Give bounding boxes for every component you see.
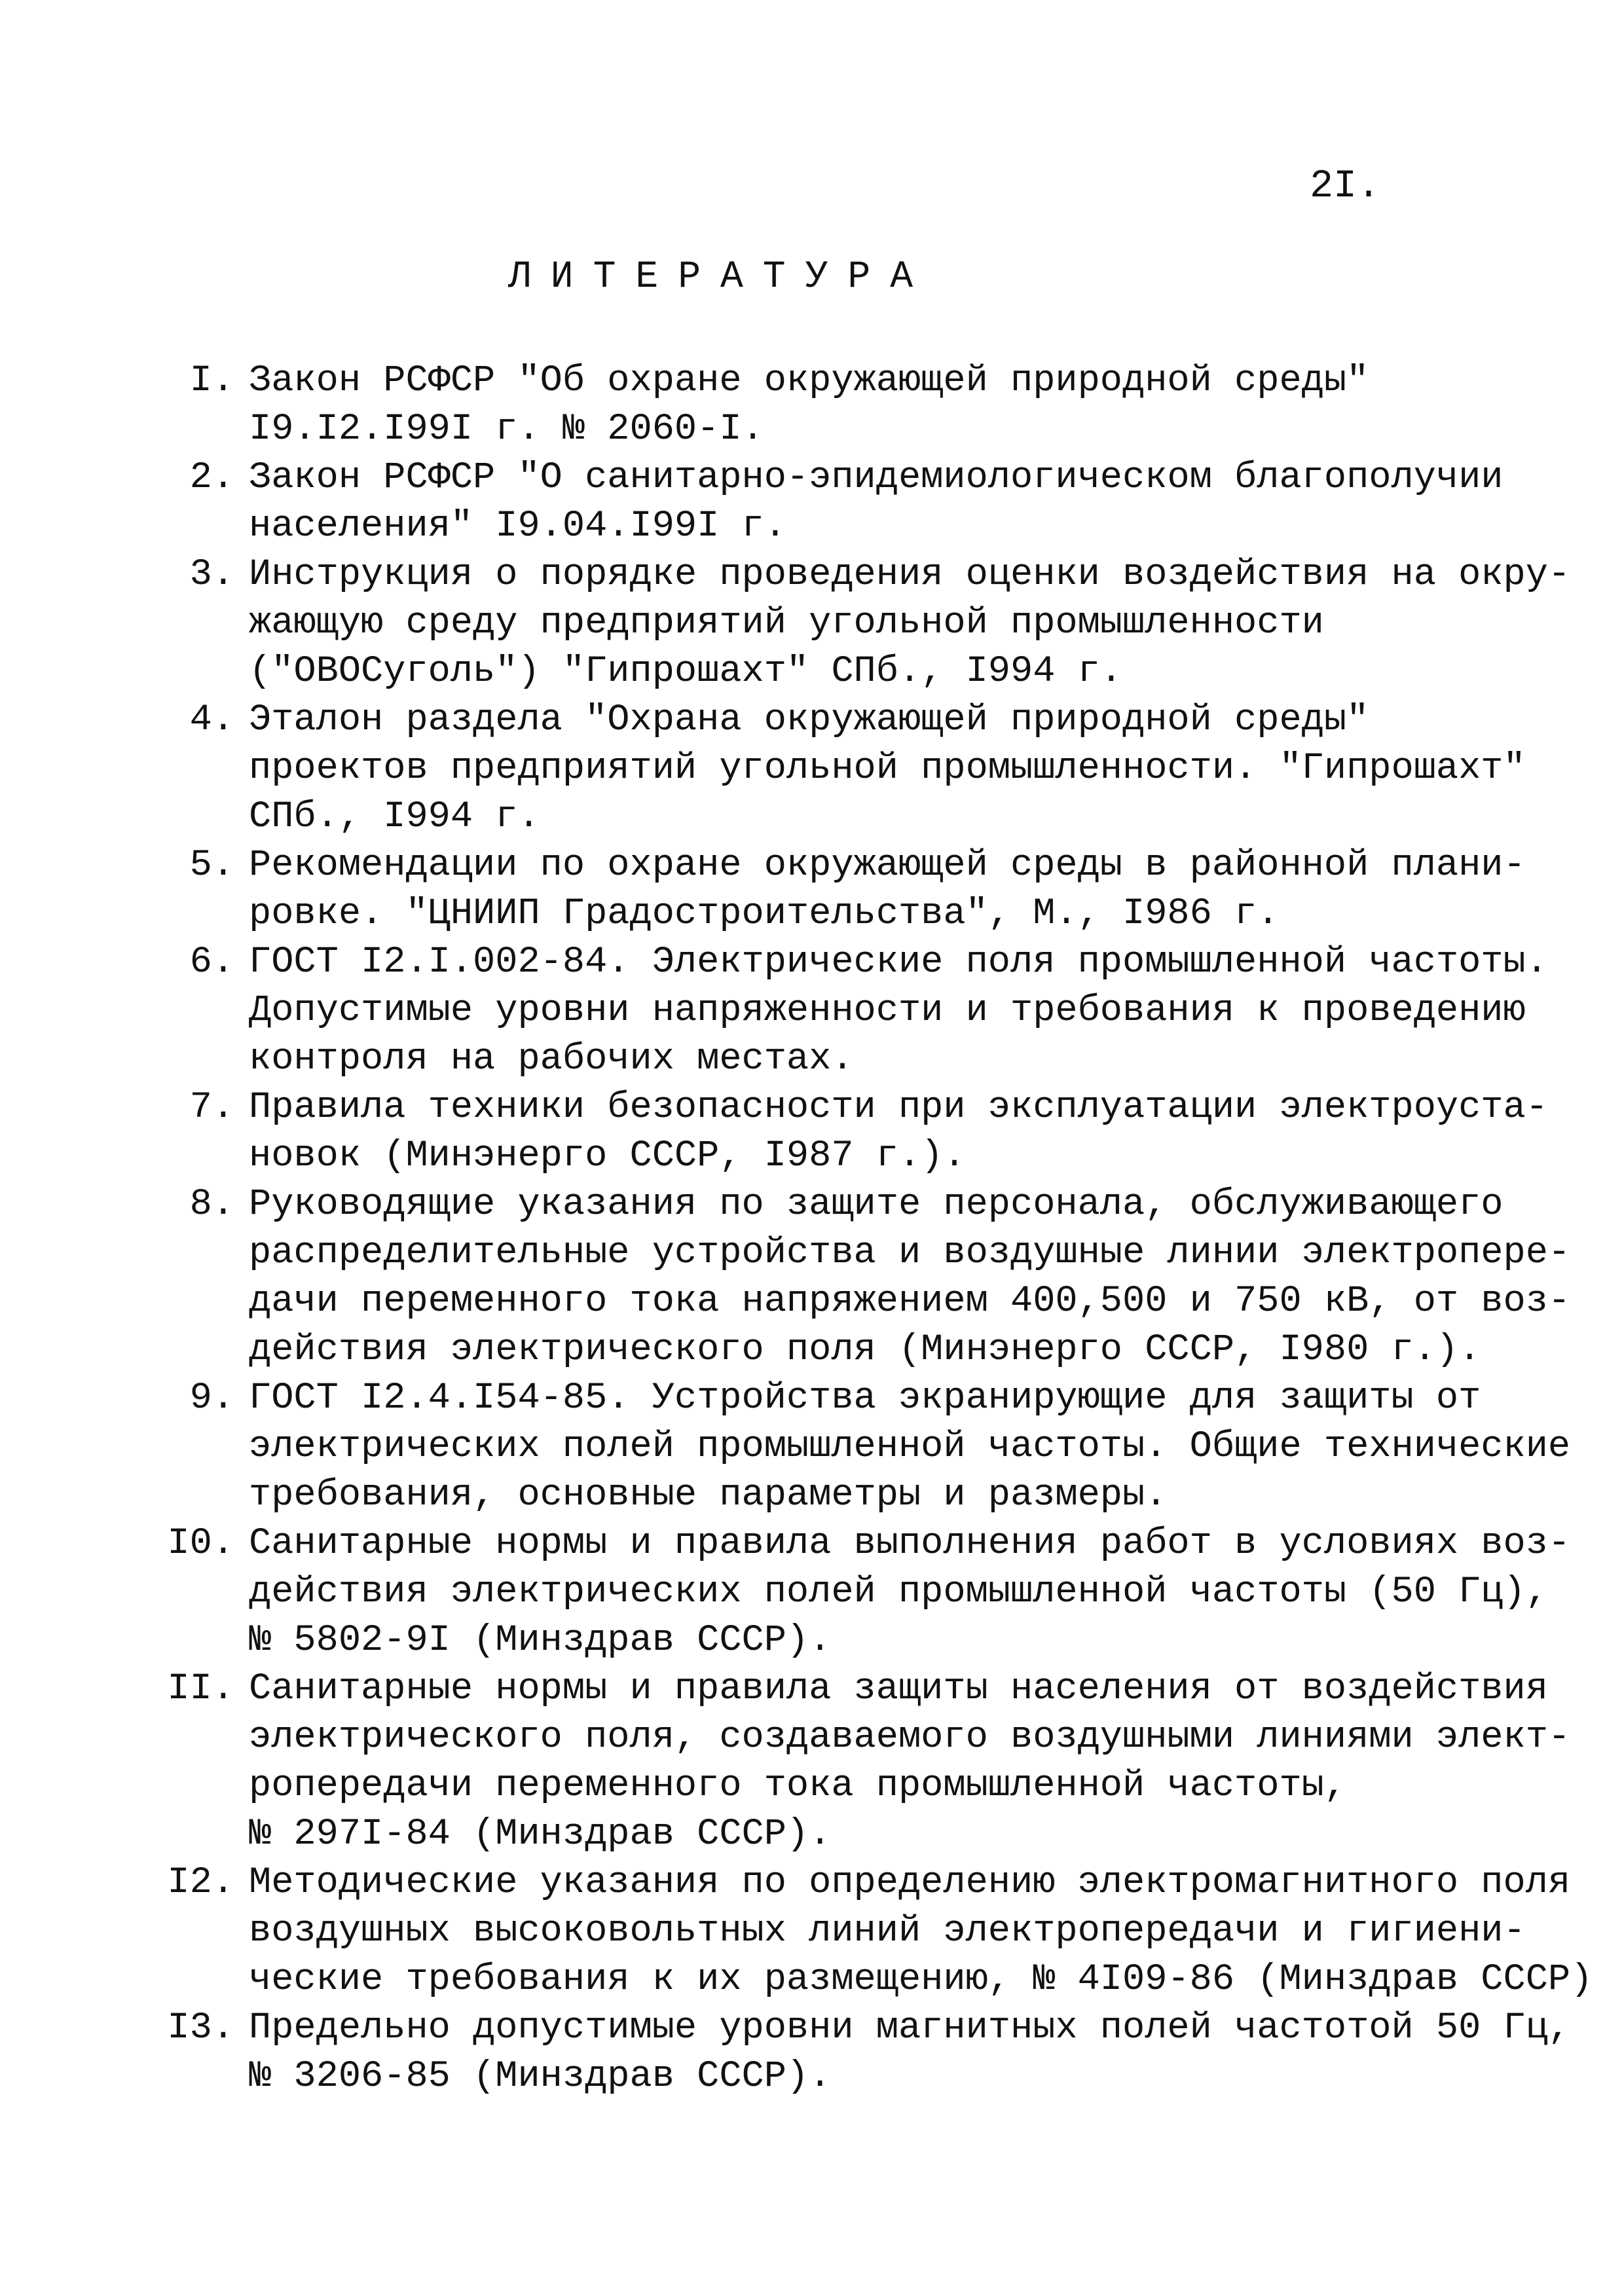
reference-number: I0. bbox=[167, 1523, 234, 1565]
reference-text bbox=[249, 1665, 1570, 1859]
reference-line: Методические указания по определению электромагнитного поля bbox=[249, 1862, 1571, 1904]
reference-number: I2. bbox=[167, 1862, 234, 1904]
reference-number: I3. bbox=[167, 2007, 234, 2049]
reference-item bbox=[157, 841, 1526, 938]
reference-text bbox=[249, 841, 1526, 938]
reference-line: ровке. "ЦНИИП Градостроительства", М., I986 г. bbox=[249, 893, 1280, 935]
reference-text bbox=[249, 1859, 1593, 2004]
reference-number: 5. bbox=[189, 845, 234, 886]
reference-item bbox=[157, 2004, 1571, 2101]
reference-line: Инструкция о порядке проведения оценки воздействия на окру- bbox=[249, 554, 1571, 596]
reference-line: жающую среду предприятий угольной промышленности bbox=[249, 602, 1324, 644]
reference-line: требования, основные параметры и размеры. bbox=[249, 1474, 1168, 1516]
reference-line: № 5802-9I (Минздрав СССР). bbox=[249, 1620, 832, 1662]
reference-item bbox=[157, 1374, 1571, 1520]
reference-item bbox=[157, 454, 1504, 551]
reference-line: электрического поля, создаваемого воздушными линиями элект- bbox=[249, 1717, 1571, 1758]
reference-item bbox=[157, 357, 1500, 454]
reference-item bbox=[157, 938, 1548, 1084]
reference-text bbox=[249, 454, 1504, 551]
reference-item bbox=[157, 1520, 1571, 1665]
reference-number: II. bbox=[167, 1668, 234, 1710]
reference-list bbox=[157, 357, 1593, 2101]
reference-number: 4. bbox=[189, 699, 234, 741]
reference-text bbox=[249, 551, 1570, 696]
reference-line: № 3206-85 (Минздрав СССР). bbox=[249, 2056, 832, 2098]
page-number: 2I. bbox=[1310, 164, 1381, 209]
reference-line: Санитарные нормы и правила защиты населения от воздействия bbox=[249, 1668, 1548, 1710]
reference-number: 2. bbox=[189, 457, 234, 499]
reference-line: СПб., I994 г. bbox=[249, 796, 540, 838]
reference-line: дачи переменного тока напряжением 400,500 и 750 кВ, от воз- bbox=[249, 1281, 1571, 1322]
reference-line: Рекомендации по охране окружающей среды в районной плани- bbox=[249, 845, 1526, 886]
reference-line: контроля на рабочих местах. bbox=[249, 1038, 854, 1080]
reference-item bbox=[157, 551, 1571, 696]
reference-text bbox=[249, 2004, 1570, 2101]
reference-line: ГОСТ I2.I.002-84. Электрические поля промышленной частоты. bbox=[249, 941, 1548, 983]
reference-text bbox=[249, 1084, 1548, 1180]
reference-line: новок (Минэнерго СССР, I987 г.). bbox=[249, 1135, 966, 1177]
reference-item bbox=[157, 1084, 1548, 1180]
reference-line: действия электрических полей промышленной частоты (50 Гц), bbox=[249, 1571, 1548, 1613]
reference-item bbox=[157, 696, 1526, 841]
reference-text bbox=[249, 1374, 1570, 1520]
reference-item bbox=[157, 1665, 1571, 1859]
reference-line: действия электрического поля (Минэнерго СССР, I980 г.). bbox=[249, 1329, 1481, 1371]
reference-line: ческие требования к их размещению, № 4I09-86 (Минздрав СССР) bbox=[249, 1959, 1593, 2001]
reference-number: I. bbox=[189, 360, 234, 402]
reference-number: 6. bbox=[189, 941, 234, 983]
reference-line: воздушных высоковольтных линий электропередачи и гигиени- bbox=[249, 1910, 1526, 1952]
reference-line: электрических полей промышленной частоты. Общие технические bbox=[249, 1426, 1571, 1468]
reference-line: ГОСТ I2.4.I54-85. Устройства экранирующие для защиты от bbox=[249, 1377, 1481, 1419]
reference-line: Закон РСФСР "Об охране окружающей природной среды" bbox=[249, 360, 1369, 402]
reference-item bbox=[157, 1859, 1593, 2004]
reference-text bbox=[249, 696, 1526, 841]
reference-line: № 297I-84 (Минздрав СССР). bbox=[249, 1813, 832, 1855]
reference-line: Руководящие указания по защите персонала, обслуживающего bbox=[249, 1184, 1504, 1226]
reference-line: населения" I9.04.I99I г. bbox=[249, 505, 786, 547]
reference-line: распределительные устройства и воздушные линии электропере- bbox=[249, 1232, 1571, 1274]
reference-line: Эталон раздела "Охрана окружающей природной среды" bbox=[249, 699, 1369, 741]
reference-line: ропередачи переменного тока промышленной частоты, bbox=[249, 1765, 1347, 1807]
reference-line: I9.I2.I99I г. № 2060-I. bbox=[249, 409, 764, 450]
reference-number: 7. bbox=[189, 1087, 234, 1129]
reference-line: проектов предприятий угольной промышленности. "Гипрошахт" bbox=[249, 748, 1526, 790]
reference-text bbox=[249, 1180, 1570, 1374]
page-title: ЛИТЕРАТУРА bbox=[507, 256, 933, 299]
reference-number: 8. bbox=[189, 1184, 234, 1226]
reference-text bbox=[249, 357, 1500, 454]
reference-line: Санитарные нормы и правила выполнения работ в условиях воз- bbox=[249, 1523, 1571, 1565]
reference-line: Закон РСФСР "О санитарно-эпидемиологическом благополучии bbox=[249, 457, 1504, 499]
reference-line: ("ОВОСуголь") "Гипрошахт" СПб., I994 г. bbox=[249, 651, 1123, 693]
reference-text bbox=[249, 1520, 1570, 1665]
reference-line: Допустимые уровни напряженности и требования к проведению bbox=[249, 990, 1526, 1032]
reference-line: Предельно допустимые уровни магнитных полей частотой 50 Гц, bbox=[249, 2007, 1571, 2049]
reference-line: Правила техники безопасности при эксплуатации электроуста- bbox=[249, 1087, 1548, 1129]
reference-item bbox=[157, 1180, 1571, 1374]
reference-number: 3. bbox=[189, 554, 234, 596]
reference-number: 9. bbox=[189, 1377, 234, 1419]
reference-text bbox=[249, 938, 1548, 1084]
